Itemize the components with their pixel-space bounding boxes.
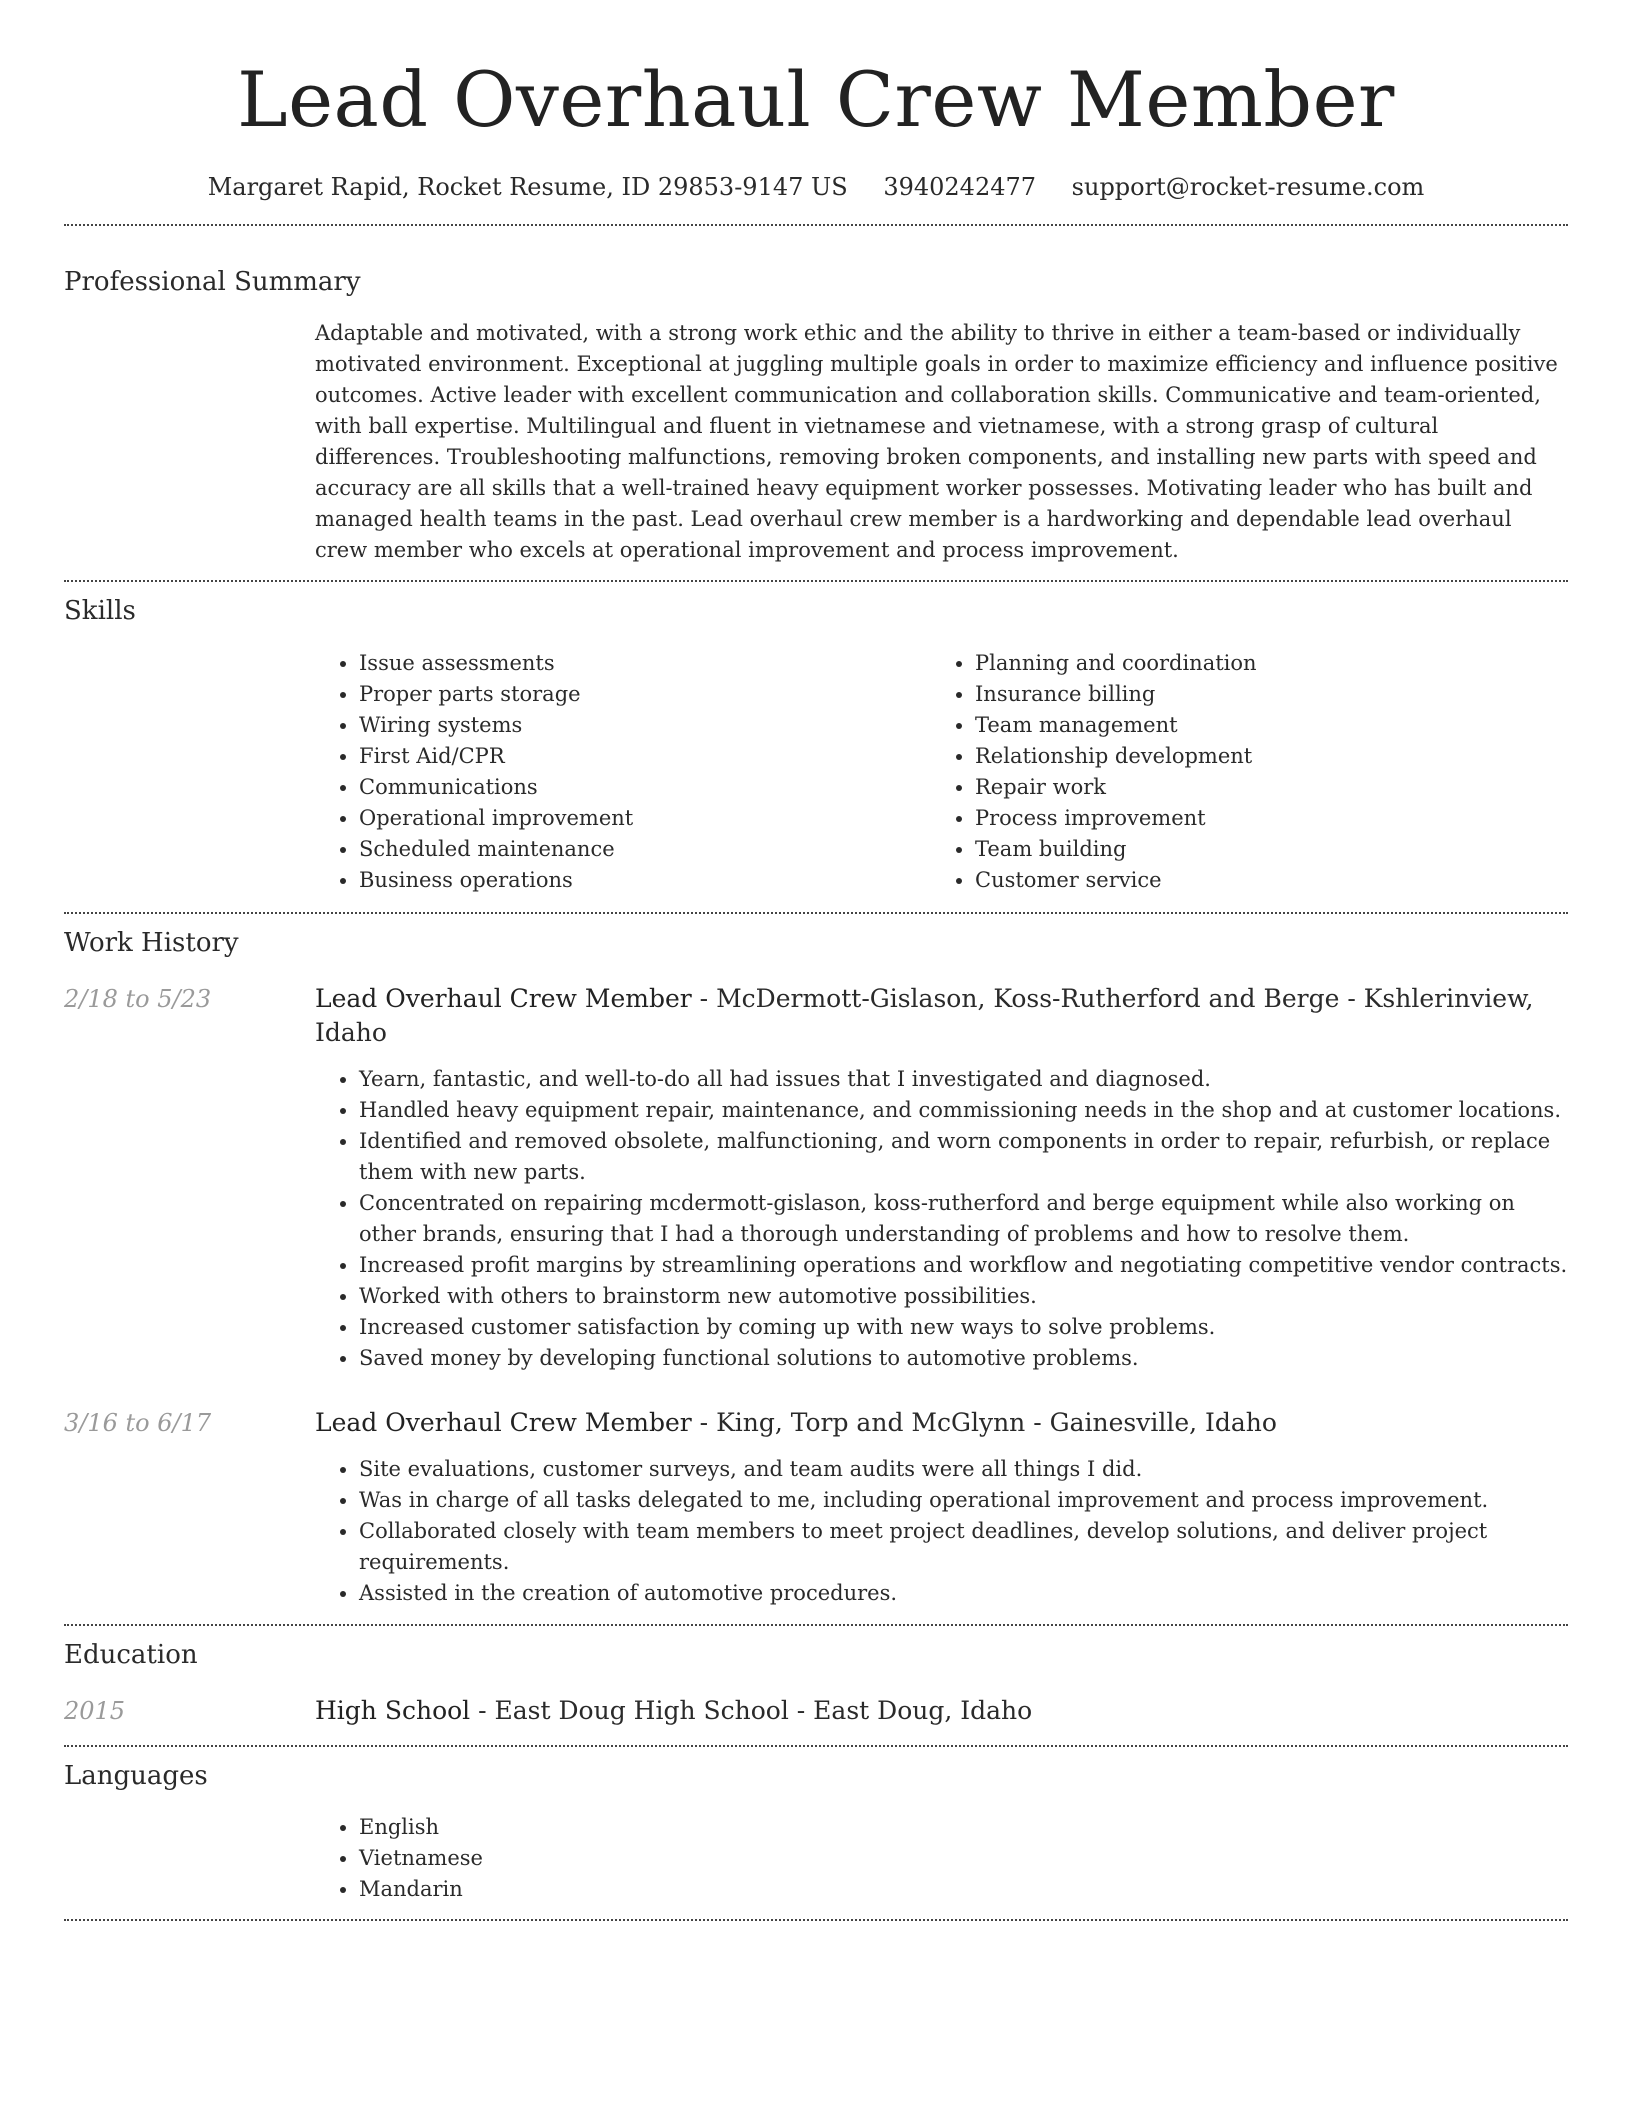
list-item: • First Aid/CPR bbox=[359, 741, 931, 772]
job-bullets bbox=[315, 1064, 1568, 1374]
contact-line bbox=[64, 170, 1568, 204]
list-item: • Assisted in the creation of automotive procedures. bbox=[359, 1578, 1568, 1609]
work-heading: Work History bbox=[64, 928, 239, 958]
list-item: • Concentrated on repairing mcdermott-gislason, koss-rutherford and berge equipment while also working on other brands, ensuring that I had a thorough understanding of problems and how to resolve them. bbox=[359, 1188, 1568, 1250]
summary-content bbox=[315, 318, 1568, 566]
list-item: • Handled heavy equipment repair, maintenance, and commissioning needs in the shop and at customer locations. bbox=[359, 1095, 1568, 1126]
languages-divider bbox=[64, 1919, 1568, 1921]
resume-title: Lead Overhaul Crew Member bbox=[237, 55, 1395, 144]
list-item: • Communications bbox=[359, 772, 931, 803]
job-company: - King, Torp and McGlynn - Gainesville, Idaho bbox=[691, 1408, 1277, 1437]
list-item: • Saved money by developing functional solutions to automotive problems. bbox=[359, 1343, 1568, 1374]
languages-content bbox=[315, 1812, 1568, 1905]
list-item: • Was in charge of all tasks delegated to me, including operational improvement and process improvement. bbox=[359, 1485, 1568, 1516]
skills-section bbox=[64, 582, 1568, 896]
list-item: • Team building bbox=[975, 834, 1547, 865]
list-item: • Identified and removed obsolete, malfunctioning, and worn components in order to repair, refurbish, or replace them with new parts. bbox=[359, 1126, 1568, 1188]
summary-section bbox=[64, 226, 1568, 566]
list-item: • Worked with others to brainstorm new automotive possibilities. bbox=[359, 1281, 1568, 1312]
work-section bbox=[64, 914, 1568, 1609]
job-dates: 3/16 to 6/17 bbox=[64, 1409, 212, 1437]
list-item: • Business operations bbox=[359, 865, 931, 896]
skills-heading: Skills bbox=[64, 596, 136, 626]
skills-column-right bbox=[931, 648, 1547, 896]
education-heading: Education bbox=[64, 1640, 198, 1670]
list-item: • Wiring systems bbox=[359, 710, 931, 741]
list-item: • Repair work bbox=[975, 772, 1547, 803]
list-item: • Increased profit margins by streamlining operations and workflow and negotiating competitive vendor contracts. bbox=[359, 1250, 1568, 1281]
job-entry bbox=[64, 1406, 1568, 1609]
summary-text: Adaptable and motivated, with a strong work ethic and the ability to thrive in either a team-based or individually motivated environment. Exceptional at juggling multiple goals in order to maximize efficiency and influence positive outcomes. Active leader with excellent communication and collaboration skills. Communicative and team-oriented, with ball expertise. Multilingual and fluent in vietnamese and vietnamese, with a strong grasp of cultural differences. Troubleshooting malfunctions, removing broken components, and installing new parts with speed and accuracy are all skills that a well-trained heavy equipment worker possesses. Motivating leader who has built and managed health teams in the past. Lead overhaul crew member is a hardworking and dependable lead overhaul crew member who excels at operational improvement and process improvement. bbox=[315, 321, 1558, 562]
list-item: • Scheduled maintenance bbox=[359, 834, 931, 865]
job-heading bbox=[315, 1406, 1277, 1440]
list-item: • Insurance billing bbox=[975, 679, 1547, 710]
job-title: Lead Overhaul Crew Member bbox=[315, 984, 692, 1013]
skills-column-left bbox=[315, 648, 931, 896]
education-degree: High School bbox=[315, 1696, 471, 1725]
list-item: • Operational improvement bbox=[359, 803, 931, 834]
list-item: • Yearn, fantastic, and well-to-do all had issues that I investigated and diagnosed. bbox=[359, 1064, 1568, 1095]
list-item: • Issue assessments bbox=[359, 648, 931, 679]
contact-address: Margaret Rapid, Rocket Resume, ID 29853-9147 US bbox=[207, 173, 848, 201]
list-item: • Increased customer satisfaction by coming up with new ways to solve problems. bbox=[359, 1312, 1568, 1343]
list-item: • Proper parts storage bbox=[359, 679, 931, 710]
education-section bbox=[64, 1626, 1568, 1728]
list-item: • Team management bbox=[975, 710, 1547, 741]
languages-section bbox=[64, 1747, 1568, 1905]
job-title: Lead Overhaul Crew Member bbox=[315, 1408, 692, 1437]
job-details bbox=[315, 1454, 1568, 1609]
list-item: • Customer service bbox=[975, 865, 1547, 896]
job-header bbox=[64, 982, 1568, 1050]
job-company: - McDermott-Gislason, Koss-Rutherford and Berge - Kshlerinview, Idaho bbox=[315, 984, 1534, 1047]
list-item: • Process improvement bbox=[975, 803, 1547, 834]
list-item: • Mandarin bbox=[359, 1874, 1568, 1905]
list-item: • English bbox=[359, 1812, 1568, 1843]
list-item: • Planning and coordination bbox=[975, 648, 1547, 679]
list-item: • Site evaluations, customer surveys, and team audits were all things I did. bbox=[359, 1454, 1568, 1485]
contact-email: support@rocket-resume.com bbox=[1071, 173, 1425, 201]
summary-heading: Professional Summary bbox=[64, 267, 361, 297]
languages-list bbox=[315, 1812, 1568, 1905]
education-school: - East Doug High School - East Doug, Idaho bbox=[470, 1696, 1033, 1725]
education-entry bbox=[64, 1694, 1568, 1728]
job-bullets bbox=[315, 1454, 1568, 1609]
list-item: • Collaborated closely with team members to meet project deadlines, develop solutions, and deliver project requirements. bbox=[359, 1516, 1568, 1578]
skills-list-right bbox=[931, 648, 1547, 896]
job-entry bbox=[64, 982, 1568, 1374]
list-item: • Relationship development bbox=[975, 741, 1547, 772]
contact-phone: 3940242477 bbox=[883, 173, 1037, 201]
skills-grid bbox=[315, 648, 1568, 896]
job-header bbox=[64, 1406, 1568, 1440]
job-details bbox=[315, 1064, 1568, 1374]
job-dates: 2/18 to 5/23 bbox=[64, 985, 212, 1013]
skills-list-left bbox=[315, 648, 931, 896]
list-item: • Vietnamese bbox=[359, 1843, 1568, 1874]
education-heading-line bbox=[315, 1694, 1032, 1728]
education-year: 2015 bbox=[64, 1697, 126, 1725]
languages-heading: Languages bbox=[64, 1761, 208, 1791]
job-heading bbox=[315, 982, 1568, 1050]
